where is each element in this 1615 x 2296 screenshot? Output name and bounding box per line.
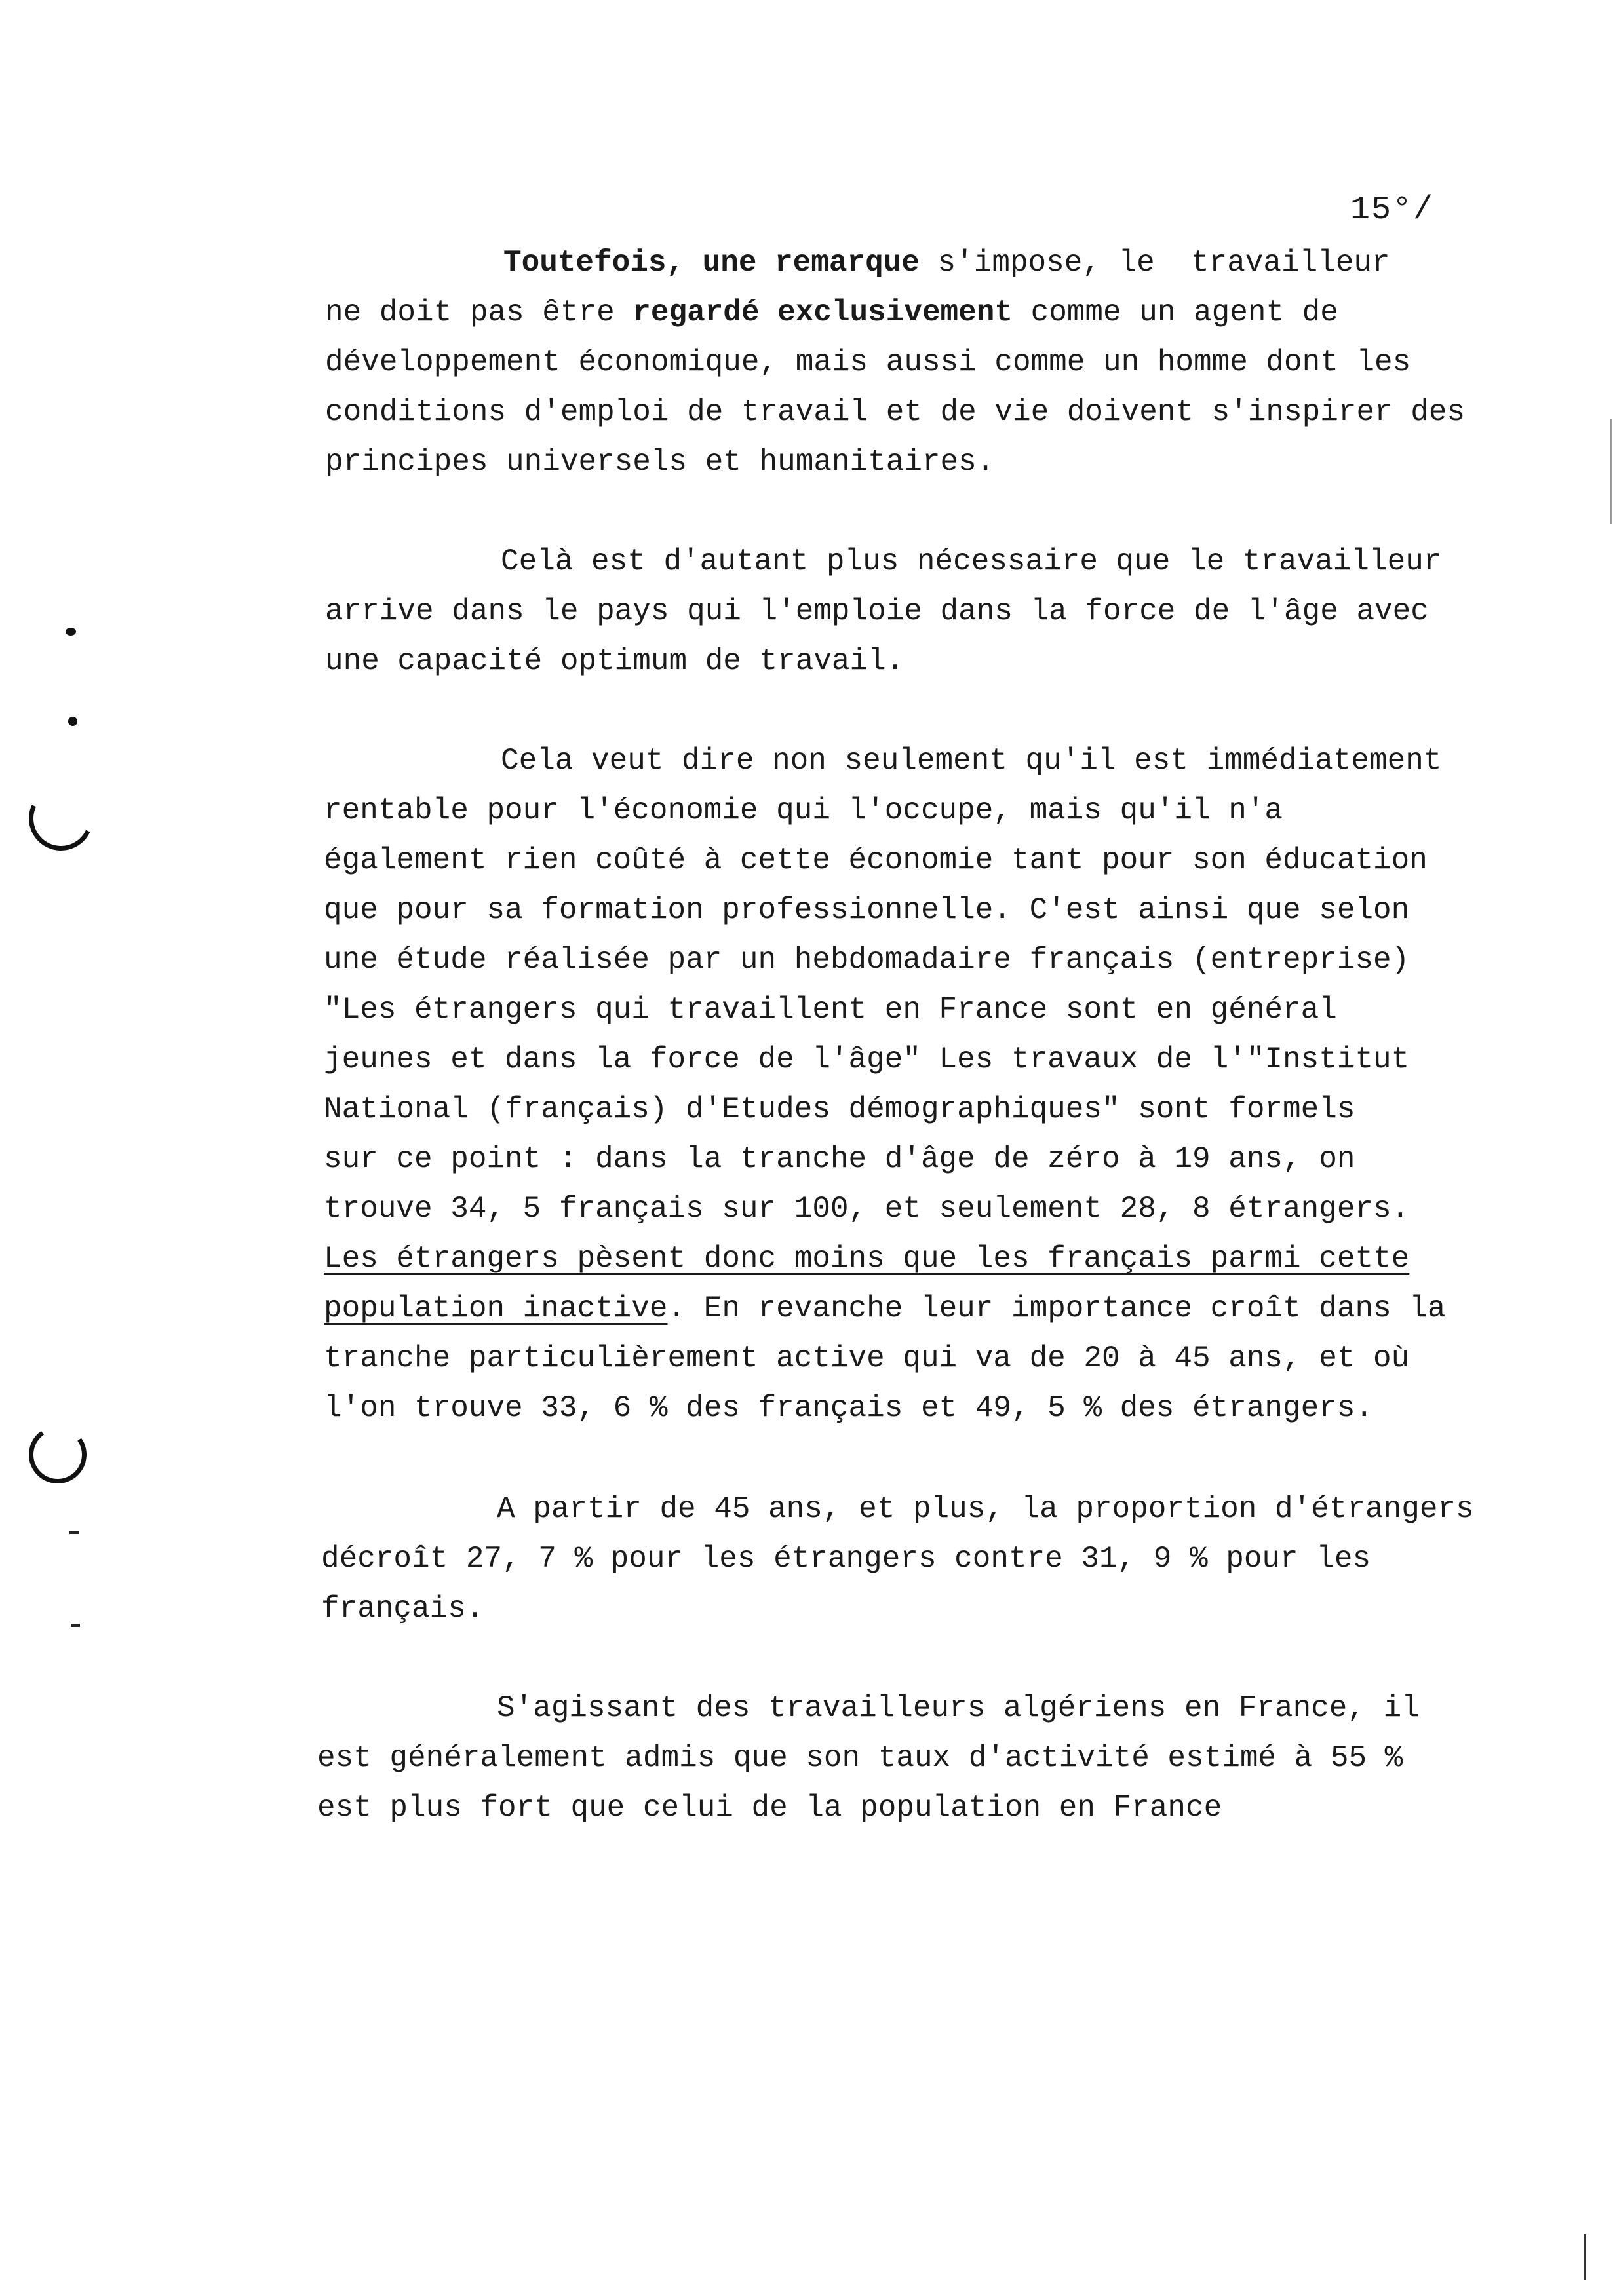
text-line (324, 1293, 1446, 1324)
text-segment: rentable pour l'économie qui l'occupe, mais qu'il n'a (324, 794, 1283, 828)
text-line (324, 1144, 1355, 1174)
text-segment: français. (321, 1592, 484, 1626)
text-segment: Celà est d'autant plus nécessaire que le travailleur (501, 545, 1442, 579)
margin-mark (66, 628, 76, 636)
margin-mark (71, 1624, 80, 1627)
text-segment: regardé exclusivement (632, 296, 1013, 330)
text-line (325, 447, 994, 477)
punch-hole-mark (20, 777, 102, 860)
page-number: 15°/ (1350, 191, 1435, 229)
text-line (324, 1343, 1409, 1373)
text-segment: décroît 27, 7 % pour les étrangers contre 31, 9 % pour les (321, 1542, 1371, 1576)
text-segment: Cela veut dire non seulement qu'il est immédiatement (501, 744, 1442, 778)
text-line (324, 995, 1337, 1025)
text-segment: jeunes et dans la force de l'âge" Les travaux de l'"Institut (324, 1043, 1410, 1077)
text-line (503, 248, 1390, 278)
text-segment: l'on trouve 33, 6 % des français et 49, 5 % des étrangers. (324, 1391, 1374, 1425)
text-segment: remarque (775, 246, 920, 280)
text-segment: conditions d'emploi de travail et de vie doivent s'inspirer des (325, 395, 1466, 429)
text-segment: développement économique, mais aussi comme un homme dont les (325, 345, 1411, 379)
text-line (324, 1044, 1409, 1075)
text-segment: arrive dans le pays qui l'emploie dans la force de l'âge avec (325, 594, 1429, 628)
text-segment: S'agissant des travailleurs algériens en France, il (497, 1691, 1420, 1725)
text-line (324, 1393, 1373, 1423)
text-segment: "Les étrangers qui travaillent en France sont en général (324, 993, 1337, 1027)
text-segment: ne doit pas être (325, 296, 633, 330)
text-line (501, 546, 1441, 577)
text-line (324, 1244, 1409, 1274)
text-line (325, 646, 904, 676)
text-segment: tranche particulièrement active qui va de 20 à 45 ans, et où (324, 1341, 1410, 1375)
page-edge-mark (1610, 419, 1612, 524)
text-segment: sur ce point : dans la tranche d'âge de zéro à 19 ans, on (324, 1142, 1355, 1176)
text-line (501, 746, 1441, 776)
text-line (324, 1194, 1409, 1224)
text-segment: trouve 34, 5 français sur 100, et seulement 28, 8 étrangers. (324, 1192, 1410, 1226)
text-line (497, 1693, 1420, 1723)
text-segment: Les étrangers pèsent donc moins que les français parmi cette (324, 1242, 1410, 1276)
text-segment: population inactive (324, 1292, 668, 1326)
text-line (324, 945, 1409, 975)
text-segment: comme un agent de (1012, 296, 1338, 330)
text-line (317, 1793, 1222, 1823)
text-segment: National (français) d'Etudes démographiques" sont formels (324, 1092, 1355, 1126)
text-line (324, 845, 1428, 875)
text-line (321, 1544, 1371, 1574)
text-line (321, 1594, 484, 1624)
text-segment: que pour sa formation professionnelle. C'est ainsi que selon (324, 893, 1410, 927)
margin-mark (69, 1531, 79, 1534)
text-segment: est généralement admis que son taux d'activité estimé à 55 % (317, 1741, 1403, 1775)
text-segment: principes universels et humanitaires. (325, 445, 995, 479)
text-line (325, 397, 1465, 427)
text-segment: . En revanche leur importance croît dans la (667, 1292, 1446, 1326)
text-line (325, 297, 1338, 328)
text-segment: Toutefois, une (503, 246, 775, 280)
text-segment: une capacité optimum de travail. (325, 644, 905, 678)
text-segment: une étude réalisée par un hebdomadaire français (entreprise) (324, 943, 1410, 977)
text-segment: également rien coûté à cette économie tant pour son éducation (324, 843, 1428, 877)
text-line (324, 1094, 1355, 1124)
text-line (325, 347, 1411, 377)
text-line (324, 795, 1283, 826)
text-line (317, 1743, 1403, 1773)
text-line (325, 596, 1429, 626)
text-segment: est plus fort que celui de la population en France (317, 1791, 1222, 1825)
text-segment: A partir de 45 ans, et plus, la proportion d'étrangers (497, 1492, 1474, 1526)
margin-mark (68, 717, 77, 726)
text-line (497, 1494, 1474, 1524)
text-segment: s'impose, le travailleur (919, 246, 1390, 280)
punch-hole-mark (24, 1421, 91, 1488)
page-edge-mark (1584, 2234, 1586, 2280)
text-line (324, 895, 1409, 925)
